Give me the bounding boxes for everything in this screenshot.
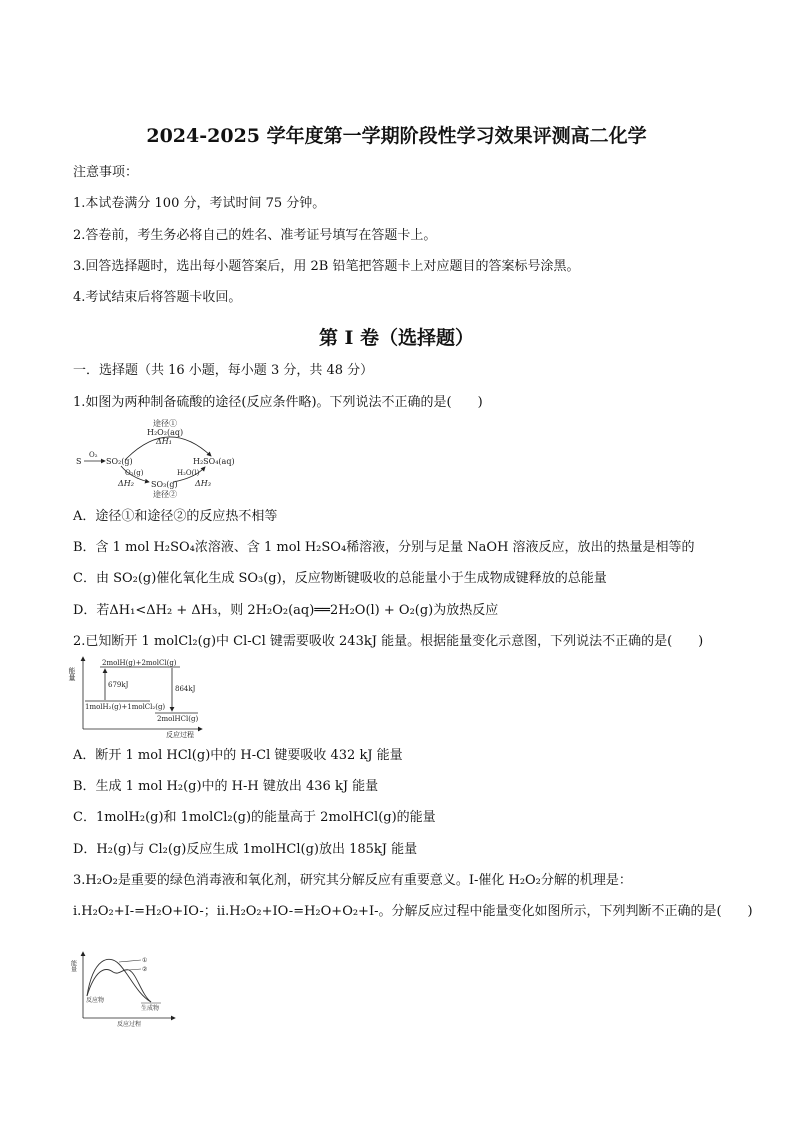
level-mid-label: 1molH₂(g)+1molCl₂(g) (85, 703, 166, 711)
question-2-option-d: D．H₂(g)与 Cl₂(g)反应生成 1molHCl(g)放出 185kJ 能量 (73, 842, 418, 857)
e1-label: 679kJ (108, 681, 129, 689)
question-1-option-c: C．由 SO₂(g)催化氧化生成 SO₃(g)，反应物断键吸收的总能量小于生成物成键释放的总能量 (73, 571, 607, 586)
notice-item: 2.答卷前，考生务必将自己的姓名、准考证号填写在答题卡上。 (73, 228, 437, 243)
route1-label: 途径① (153, 419, 177, 428)
o2g-label: O₂(g) (125, 469, 144, 477)
curve-1-leader (119, 960, 141, 962)
notice-heading: 注意事项： (73, 165, 139, 180)
part-heading: 一．选择题（共 16 小题，每小题 3 分，共 48 分） (73, 363, 374, 378)
e2-label: 864kJ (175, 685, 196, 693)
question-1-option-d: D．若ΔH₁<ΔH₂ + ΔH₃，则 2H₂O₂(aq)══2H₂O(l) + O₂(g)为放热反应 (73, 603, 499, 618)
o2-top-label: O₂ (89, 451, 98, 459)
level-top-label: 2molH(g)+2molCl(g) (102, 659, 177, 667)
reactant-label: 反应物 (86, 997, 105, 1004)
curve-1-label: ① (142, 957, 148, 964)
dh2-label: ΔH₂ (118, 479, 134, 488)
question-2-option-c: C．1molH₂(g)和 1molCl₂(g)的能量高于 2molHCl(g)的能量 (73, 810, 436, 825)
question-2-option-b: B．生成 1 mol H₂(g)中的 H-H 键放出 436 kJ 能量 (73, 779, 379, 794)
dh1-label: ΔH₁ (156, 437, 172, 446)
question-2-stem: 2.已知断开 1 molCl₂(g)中 Cl-Cl 键需要吸收 243kJ 能量。根据能量变化示意图，下列说法不正确的是( ) (73, 634, 704, 649)
curve-2-label: ② (142, 966, 148, 973)
s-label: S (76, 457, 82, 466)
notice-item: 4.考试结束后将答题卡收回。 (73, 290, 242, 305)
route2-label: 途径② (153, 490, 177, 499)
question-2-diagram (70, 655, 205, 739)
section-title: 第 I 卷（选择题） (318, 327, 475, 349)
question-3-diagram (71, 950, 179, 1028)
page-title: 2024-2025 学年度第一学期阶段性学习效果评测高二化学 (146, 125, 647, 147)
question-2-option-a: A．断开 1 mol HCl(g)中的 H-Cl 键要吸收 432 kJ 能量 (73, 748, 403, 763)
so3-label: SO₃(g) (151, 480, 178, 489)
h2o2-label: H₂O₂(aq) (147, 428, 184, 437)
question-3-stem: 3.H₂O₂是重要的绿色消毒液和氧化剂，研究其分解反应有重要意义。I-催化 H₂O₂分解的机理是： (73, 873, 632, 888)
question-3-stem-2: i.H₂O₂+I-=H₂O+IO-；ii.H₂O₂+IO-=H₂O+O₂+I-。分解反应过程中能量变化如图所示，下列判断不正确的是( ) (73, 904, 753, 919)
question-1-option-b: B．含 1 mol H₂SO₄浓溶液、含 1 mol H₂SO₄稀溶液，分别与足量 NaOH 溶液反应，放出的热量是相等的 (73, 540, 695, 555)
y-axis-label: 能量 (68, 667, 76, 681)
notice-item: 1.本试卷满分 100 分，考试时间 75 分钟。 (73, 196, 326, 211)
h2ol-label: H₂O(l) (177, 469, 200, 477)
question-1-option-a: A．途径①和途径②的反应热不相等 (73, 509, 278, 524)
x-axis-label: 反应过程 (117, 1021, 142, 1028)
dh3-label: ΔH₃ (195, 479, 211, 488)
h2so4-label: H₂SO₄(aq) (193, 457, 235, 466)
notice-item: 3.回答选择题时，选出每小题答案后，用 2B 铅笔把答题卡上对应题目的答案标号涂黑。 (73, 259, 580, 274)
curve-2-leader (129, 969, 141, 970)
question-1-stem: 1.如图为两种制备硫酸的途径(反应条件略)。下列说法不正确的是( ) (73, 395, 483, 410)
question-1-diagram (73, 416, 243, 500)
y-axis-label: 能量 (69, 960, 77, 972)
so2-label: SO₂(g) (106, 457, 133, 466)
product-label: 生成物 (141, 1005, 160, 1012)
level-bottom-label: 2molHCl(g) (157, 715, 199, 723)
x-axis-label: 反应过程 (166, 731, 194, 739)
